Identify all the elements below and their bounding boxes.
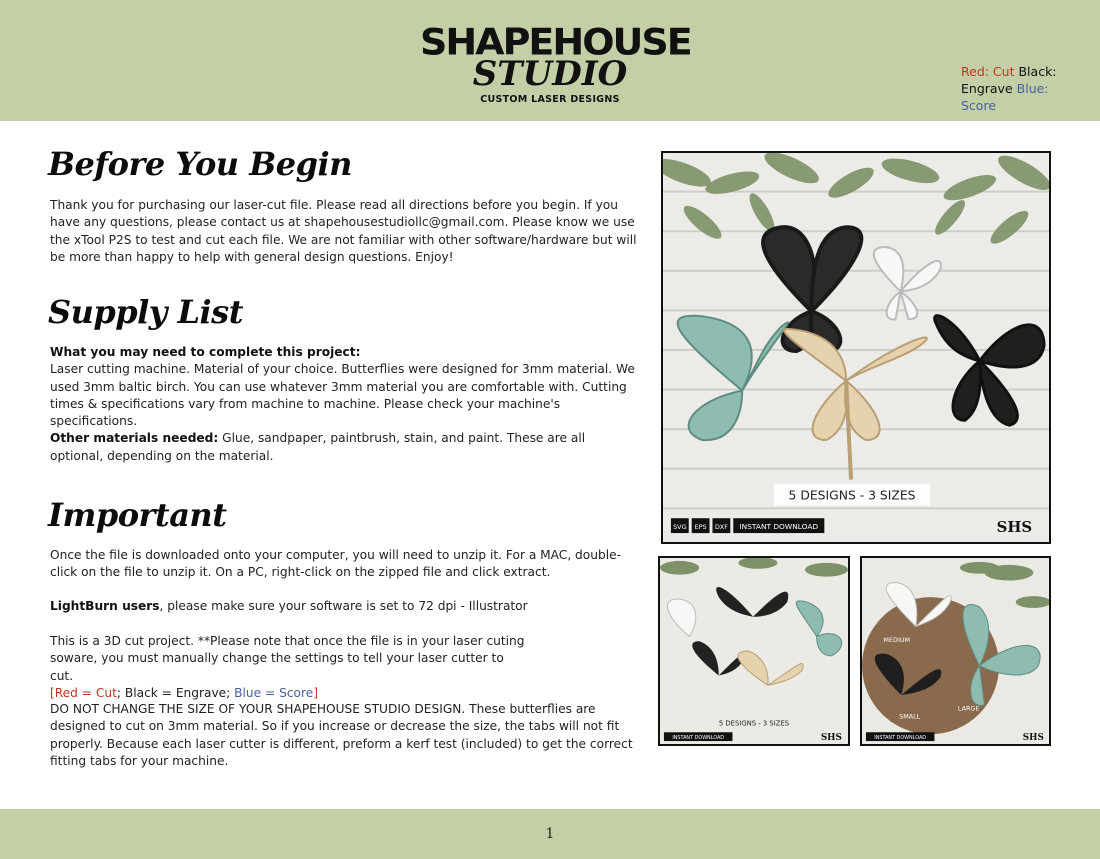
supply-other-text: Glue, sandpaper, paintbrush, stain, and paint. These are all optional, depending on the material. — [50, 431, 586, 463]
small2-shs-mark: SHS — [1022, 733, 1044, 744]
main-banner-text: 5 DESIGNS - 3 SIZES — [788, 488, 916, 503]
supply-other-label: Other materials needed: — [50, 431, 219, 446]
page-number: 1 — [545, 826, 555, 842]
legend-blue: Blue: Score — [961, 81, 1049, 113]
lightburn-label: LightBurn users — [50, 599, 160, 613]
size-label-large: LARGE — [957, 705, 980, 713]
bracket-close: ] — [313, 685, 318, 700]
main-shs-mark: SHS — [996, 519, 1033, 537]
product-photo-small-1 — [658, 556, 850, 746]
heading-supply-list: Supply List — [48, 293, 243, 331]
color-legend — [961, 63, 1071, 114]
supply-need-label: What you may need to complete this project: — [50, 345, 361, 359]
logo-line-2: STUDIO — [472, 54, 628, 94]
legend-black: Black: Engrave — [961, 64, 1057, 96]
legend-red: Red: Cut — [961, 64, 1015, 79]
before-text: Thank you for purchasing our laser-cut file. Please read all directions before you begin. If you have any questions, please contact us at shapehousestudiollc@gmail.com. Please know we use the xTool P2S to test and cut each file. We are not familiar with other software/hardware but will be more than happy to help with general design questions. Enjoy! — [50, 198, 637, 264]
small1-download-text: INSTANT DOWNLOAD — [672, 735, 725, 742]
important-p3 — [50, 633, 530, 702]
p3-blue: Blue = Score — [234, 685, 314, 700]
important-p1: Once the file is downloaded onto your computer, you will need to unzip it. For a MAC, double-click on the file to unzip it. On a PC, right-click on the zipped file and click extract. — [50, 548, 621, 580]
product-photo-small-2 — [860, 556, 1051, 746]
product-photo-main — [661, 151, 1051, 544]
heading-before-you-begin: Before You Begin — [48, 145, 352, 183]
supply-text — [50, 344, 642, 465]
heading-important: Important — [48, 496, 227, 534]
small2-download-text: INSTANT DOWNLOAD — [874, 735, 927, 742]
header-band — [0, 0, 1100, 121]
p3-red: Red = Cut — [54, 685, 117, 700]
badge-dxf: DXF — [714, 523, 728, 532]
important-p3-text: This is a 3D cut project. **Please note that once the file is in your laser cuting soware, you must manually change the settings to tell your laser cutter to cut. — [50, 634, 525, 683]
badge-svg: SVG — [673, 523, 687, 532]
size-label-small: SMALL — [899, 713, 921, 721]
logo-line-1: SHAPEHOUSE — [420, 21, 691, 63]
important-p4: DO NOT CHANGE THE SIZE OF YOUR SHAPEHOUSE STUDIO DESIGN. These butterflies are designed to cut on 3mm material. So if you increase or decrease the size, the tabs will not fit properly. Because each laser cutter is different, preform a kerf test (included) to get the correct fitting tabs for your machine. — [50, 702, 633, 768]
p3-black: ; Black = Engrave; — [116, 685, 235, 700]
small1-banner-text: 5 DESIGNS - 3 SIZES — [718, 719, 790, 728]
lightburn-text: , please make sure your software is set to 72 dpi - Illustrator — [159, 599, 528, 613]
small1-shs-mark: SHS — [820, 733, 842, 744]
logo-tagline: CUSTOM LASER DESIGNS — [480, 94, 620, 105]
badge-eps: EPS — [694, 523, 707, 532]
main-download-text: INSTANT DOWNLOAD — [739, 522, 819, 532]
footer-band — [0, 809, 1100, 859]
supply-need-text: Laser cutting machine. Material of your choice. Butterflies were designed for 3mm material. We used 3mm baltic birch. You can use whatever 3mm material you are comfortable with. Cutting times & specifications vary from machine to machine. Please check your machine's specifications. — [50, 362, 635, 429]
brand-logo — [420, 21, 691, 114]
size-label-medium: MEDIUM — [883, 637, 910, 645]
bracket-open: [ — [50, 685, 55, 700]
important-p2 — [50, 598, 642, 615]
